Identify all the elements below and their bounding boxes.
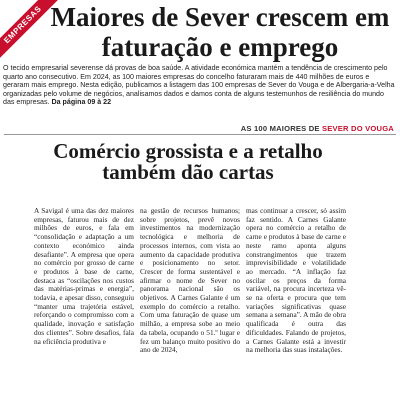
- section-label-accent: SEVER DO VOUGA: [321, 124, 394, 133]
- article-column-1: A Savigal é uma das dez maiores empresas, faturou mais de dez milhões de euros, e fala em “consolidação e adaptação a um contexto económico ainda desafiante”. A empresa que opera no comércio por grosso de carne e produtos à base de carne, destaca as “oscilações nos custos das matérias-primas e energia”, todavia, e apesar disso, conseguiu “manter uma trajetória estável, reforçando o compromisso com a qualidade, inovação e satisfação dos clientes”. Sobre desafios, fala na eficiência produtiva e: [34, 207, 134, 346]
- article-column-3: mas continuar a crescer, só assim faz sentido. A Carnes Galante opera no comércio a retalho de carne e produtos à base de carne e neste ramo aponta alguns constrangimentos que trazem imprevisibilidade e volatilidade ao mercado. “A inflação faz oscilar os preços da forma variável, na procura incerteza vê-se na oferta e procura que tem variações significativas quase semana a semana”. A mão de obra qualificada é outra das dificuldades. Falando de projetos, a Carnes Galante está a investir na melhoria das suas instalações.: [246, 207, 346, 355]
- article-column-2: na gestão de recursos humanos; sobre projetos, prevê novos investimentos na modernização tecnológica e melhoria de processos internos, com vista ao aumento da capacidade produtiva e posicionamento no setor. Crescer de forma sustentável e afirmar o nome de Sever no panorama nacional são os objetivos. A Carnes Galante é um exemplo do comércio a retalho. Com uma faturação de quase um milhão, a empresa sobe ao meio da tabela, ocupando o 51.º lugar e fez um balanço muito positivo do ano de 2024,: [140, 207, 240, 355]
- section-ribbon: EMPRESAS: [0, 0, 60, 62]
- lead-body: O tecido empresarial severense dá provas de boa saúde. A atividade económica mantém a tendência de crescimento pelo quarto ano consecutivo. Em 2024, as 100 maiores empresas do concelho faturaram mais de 440 milhões de euros e geraram mais emprego. Nesta edição, publicamos a listagem das 100 empresas de Sever do Vouga e de Albergaria-a-Velha organizadas pelo volume de negócios, analisamos dados e damos conta de alguns testemunhos de resiliência do mundo das empresas.: [3, 64, 395, 107]
- section-label: [241, 124, 394, 133]
- article-body: [34, 207, 346, 400]
- page-reference: Da página 09 à 22: [51, 98, 112, 107]
- section-label-prefix: AS 100 MAIORES DE: [240, 124, 322, 133]
- article-headline: Comércio grossista e a retalho também dão cartas: [53, 139, 323, 184]
- lead-paragraph: [3, 64, 397, 107]
- page-headline: Maiores de Sever crescem em faturação e emprego: [50, 2, 390, 62]
- divider: [4, 134, 396, 135]
